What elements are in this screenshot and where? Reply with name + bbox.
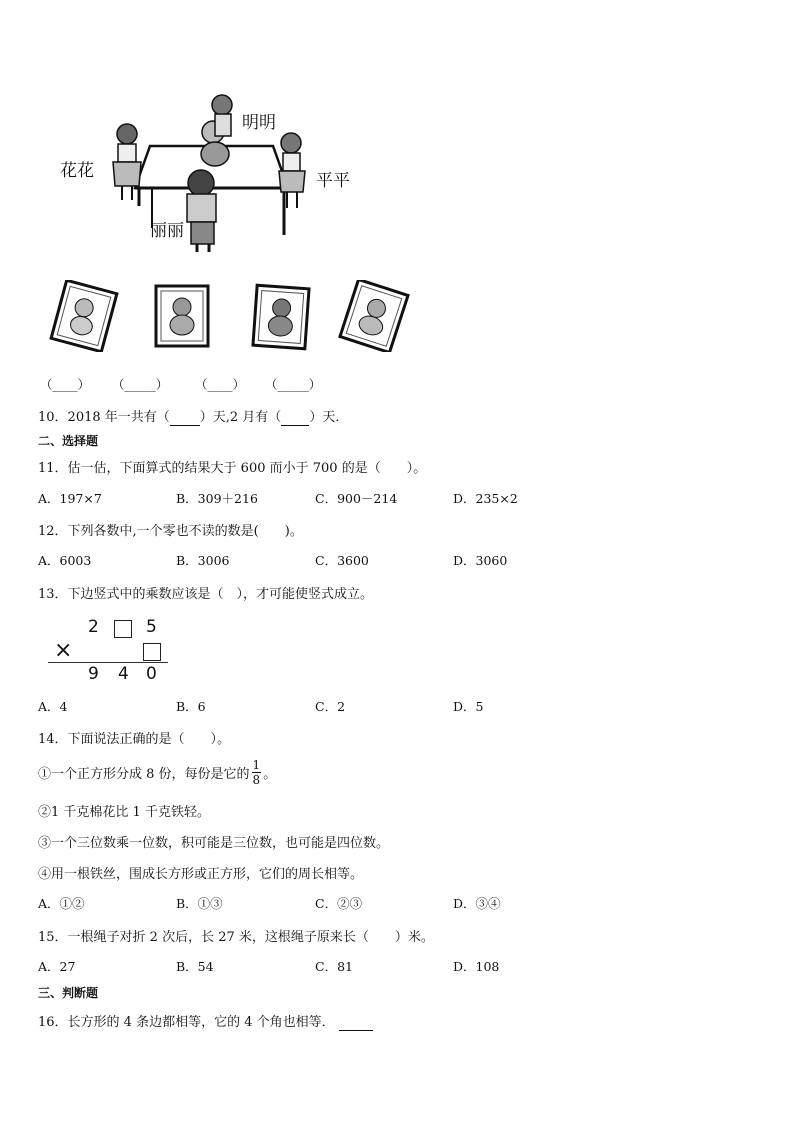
vm-top-digit-right: 5 [146, 617, 157, 637]
q12-option-d[interactable]: D．3060 [453, 553, 508, 568]
name-label-pingping: 平平 [316, 171, 350, 191]
section-heading-judgment: 三、判断题 [38, 986, 99, 1000]
vm-result-digit-2: 4 [118, 664, 129, 684]
question-10 [38, 406, 348, 426]
name-label-lili: 丽丽 [150, 221, 184, 241]
question-11: 11．估一估，下面算式的结果大于 600 而小于 700 的是（ ）。 [38, 461, 427, 476]
q14-statement-3: ③一个三位数乘一位数，积可能是三位数，也可能是四位数。 [38, 836, 390, 851]
q15-option-c[interactable]: C．81 [315, 959, 353, 974]
photo-answer-blank-3[interactable]: （____） [195, 377, 246, 392]
vm-multiplier-box[interactable] [143, 643, 161, 661]
fraction-numerator: 1 [252, 758, 261, 772]
question-14: 14．下面说法正确的是（ ）。 [38, 732, 231, 747]
section-heading-choice: 二、选择题 [38, 434, 99, 448]
q15-option-d[interactable]: D．108 [453, 959, 500, 974]
q14-s1-end: 。 [263, 767, 277, 782]
q14-option-b[interactable]: B．①③ [176, 896, 223, 911]
monkey-photo-2 [152, 283, 212, 349]
vm-result-line [48, 662, 168, 663]
q10-blank-days-in-year[interactable] [170, 410, 200, 426]
q13-option-b[interactable]: B．6 [176, 699, 206, 714]
q13-option-c[interactable]: C．2 [315, 699, 346, 714]
fraction-one-eighth [252, 758, 262, 787]
q14-statement-4: ④用一根铁丝，围成长方形或正方形，它们的周长相等。 [38, 867, 364, 882]
vm-result-digit-3: 0 [146, 664, 157, 684]
photo-answer-blank-2[interactable]: （_____） [112, 377, 169, 392]
q16-answer-blank[interactable] [339, 1015, 373, 1031]
name-label-huahua: 花花 [60, 161, 94, 181]
q15-option-b[interactable]: B．54 [176, 959, 214, 974]
q14-statement-2: ②1 千克棉花比 1 千克铁轻。 [38, 805, 210, 820]
q14-s1-text: ①一个正方形分成 8 份，每份是它的 [38, 767, 250, 782]
photo-answer-blank-4[interactable]: （_____） [265, 377, 322, 392]
name-label-mingming: 明明 [242, 113, 276, 133]
monkey-photo-3 [250, 283, 312, 351]
q11-option-a[interactable]: A．197×7 [38, 491, 102, 506]
question-13: 13．下边竖式中的乘数应该是（ ），才可能使竖式成立。 [38, 587, 374, 602]
vertical-multiplication [48, 614, 170, 684]
q13-option-a[interactable]: A．4 [38, 699, 68, 714]
q10-text-part1: 10．2018 年一共有（ [38, 410, 170, 425]
q14-option-a[interactable]: A．①② [38, 896, 85, 911]
q13-option-d[interactable]: D．5 [453, 699, 484, 714]
q15-option-a[interactable]: A．27 [38, 959, 76, 974]
monkey-photo-4 [338, 280, 410, 352]
vm-top-digit-left: 2 [88, 617, 99, 637]
question-16 [38, 1011, 373, 1031]
photo-answer-blank-1[interactable]: （____） [40, 377, 91, 392]
vm-times-sign: × [54, 638, 73, 663]
fraction-denominator: 8 [252, 773, 261, 787]
question-15: 15．一根绳子对折 2 次后，长 27 米，这根绳子原来长（ ）米。 [38, 930, 434, 945]
mingming-figure [212, 95, 232, 136]
q11-option-d[interactable]: D．235×2 [453, 491, 518, 506]
q14-option-c[interactable]: C．②③ [315, 896, 363, 911]
lili-figure [187, 170, 216, 252]
q12-option-c[interactable]: C．3600 [315, 553, 369, 568]
q11-option-c[interactable]: C．900－214 [315, 491, 398, 506]
vm-missing-digit-box[interactable] [114, 620, 132, 638]
q11-option-b[interactable]: B．309＋216 [176, 491, 258, 506]
monkey-photo-1 [48, 280, 120, 352]
q14-option-d[interactable]: D．③④ [453, 896, 501, 911]
q10-blank-days-in-february[interactable] [281, 410, 309, 426]
question-12: 12．下列各数中,一个零也不读的数是( )。 [38, 524, 303, 539]
q12-option-a[interactable]: A．6003 [38, 553, 92, 568]
q12-option-b[interactable]: B．3006 [176, 553, 230, 568]
q10-text-part3: ）天． [309, 410, 349, 425]
q10-text-part2: ）天,2 月有（ [199, 410, 282, 425]
q14-statement-1 [38, 758, 276, 787]
q16-text: 16．长方形的 4 条边都相等，它的 4 个角也相等． [38, 1015, 335, 1030]
vm-result-digit-1: 9 [88, 664, 99, 684]
